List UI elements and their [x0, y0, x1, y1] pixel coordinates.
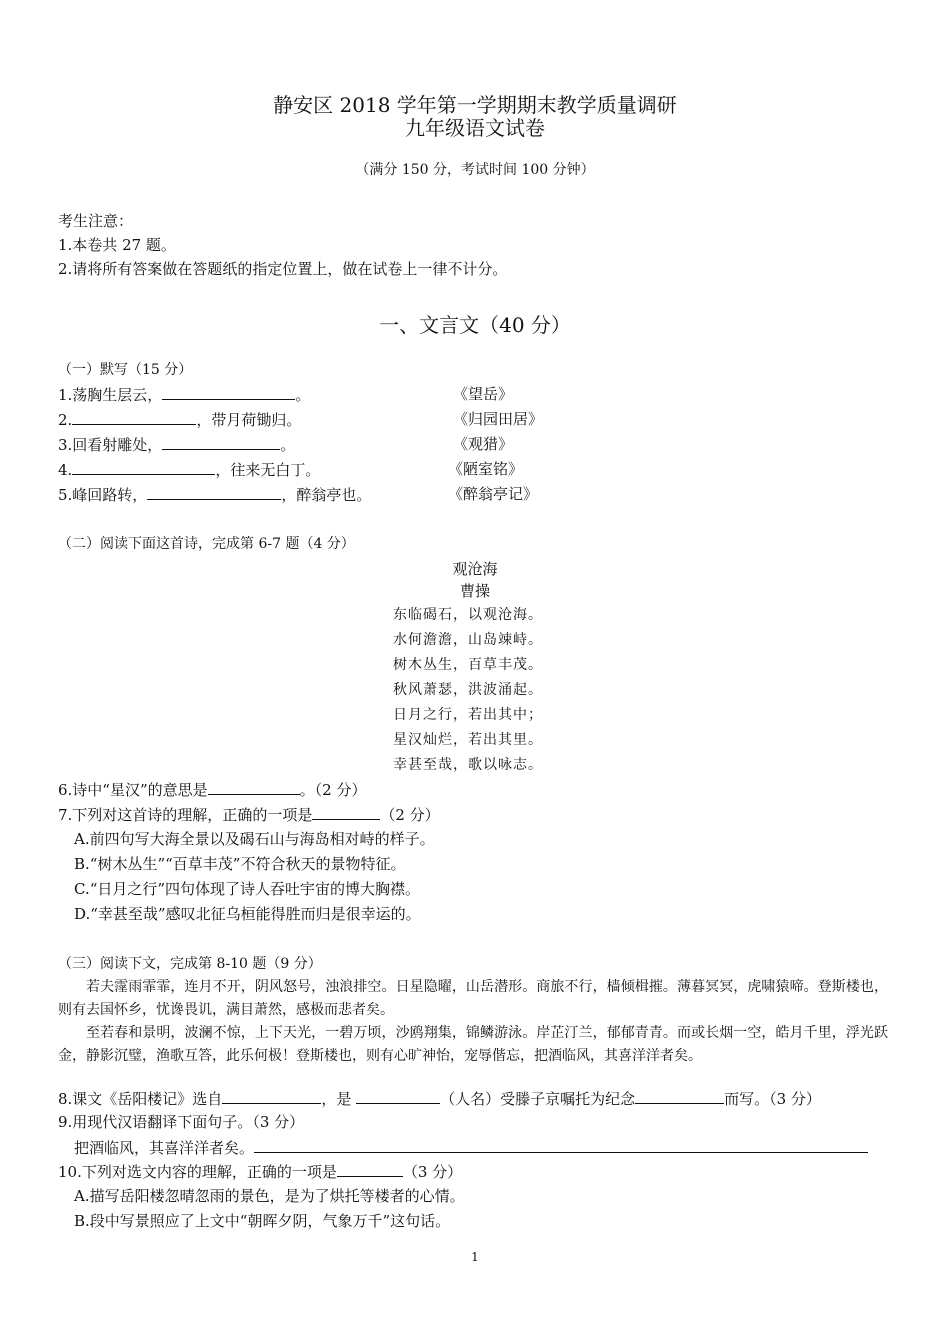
q1-pre: 1.荡胸生层云， — [58, 386, 163, 404]
q5-pre: 5.峰回路转， — [58, 486, 148, 504]
q3-blank[interactable] — [162, 433, 280, 450]
q2-blank[interactable] — [72, 408, 196, 425]
question-6 — [58, 778, 366, 801]
exam-subtitle: 九年级语文试卷 — [405, 116, 545, 140]
poem-line: 树木丛生，百草丰茂。 — [393, 657, 543, 673]
q4-blank[interactable] — [72, 458, 215, 475]
q4-post: ，往来无白丁。 — [215, 461, 321, 479]
question-7 — [58, 803, 440, 826]
q1-blank[interactable] — [162, 383, 295, 400]
q8-part-d: 而写。（3 分） — [724, 1090, 821, 1108]
question-8 — [58, 1087, 821, 1110]
q7-pre: 7.下列对这首诗的理解，正确的一项是 — [58, 806, 313, 824]
q9-blank[interactable] — [254, 1136, 868, 1153]
notice-item-1: 1.本卷共 27 题。 — [58, 236, 176, 254]
q2-post: ，带月荷锄归。 — [196, 411, 302, 429]
q8-blank-1[interactable] — [222, 1087, 321, 1104]
q8-part-a: 8.课文《岳阳楼记》选自 — [58, 1090, 223, 1108]
question-5 — [58, 483, 371, 506]
passage-paragraph-2: 至若春和景明，波澜不惊，上下天光，一碧万顷，沙鸥翔集，锦鳞游泳。岸芷汀兰，郁郁青青。而或长烟一空，皓月千里，浮光跃金，静影沉璧，渔歌互答，此乐何极！登斯楼也，则有心旷神怡，宠辱偕忘，把酒临风，其喜洋洋者矣。 — [58, 1025, 888, 1064]
q2-pre: 2. — [58, 411, 73, 429]
q7-blank[interactable] — [312, 803, 380, 820]
q1-source: 《望岳》 — [453, 385, 514, 403]
exam-note: （满分 150 分，考试时间 100 分钟） — [355, 162, 595, 178]
q3-post: 。 — [280, 436, 296, 454]
question-2 — [58, 408, 301, 431]
q6-pre: 6.诗中“星汉”的意思是 — [58, 781, 208, 799]
poem-line: 日月之行，若出其中； — [393, 707, 543, 723]
q4-pre: 4. — [58, 461, 73, 479]
q7-post: （2 分） — [380, 806, 440, 824]
q4-source: 《陋室铭》 — [448, 460, 524, 478]
poem-line: 幸甚至哉，歌以咏志。 — [393, 757, 543, 773]
question-10 — [58, 1160, 462, 1183]
q8-part-c: （人名）受滕子京嘱托为纪念 — [440, 1090, 636, 1108]
q9-answer-line — [74, 1136, 888, 1159]
poem-line: 秋风萧瑟，洪波涌起。 — [393, 682, 543, 698]
part2-heading: （二）阅读下面这首诗，完成第 6-7 题（4 分） — [58, 536, 355, 552]
q8-blank-2[interactable] — [356, 1087, 440, 1104]
q10-pre: 10.下列对选文内容的理解，正确的一项是 — [58, 1163, 337, 1181]
poem-title: 观沧海 — [452, 560, 498, 578]
q2-source: 《归园田居》 — [453, 410, 544, 428]
q6-post: 。（2 分） — [299, 781, 367, 799]
part1-heading: （一）默写（15 分） — [58, 362, 193, 378]
q7-option-b: B.“树木丛生”“百草丰茂”不符合秋天的景物特征。 — [74, 855, 406, 873]
poem-line: 水何澹澹，山岛竦峙。 — [393, 632, 543, 648]
question-1 — [58, 383, 310, 406]
q5-blank[interactable] — [147, 483, 281, 500]
q6-blank[interactable] — [208, 778, 300, 795]
q3-pre: 3.回看射雕处， — [58, 436, 163, 454]
poem-line: 东临碣石，以观沧海。 — [393, 607, 543, 623]
notice-heading: 考生注意： — [58, 212, 134, 230]
question-9: 9.用现代汉语翻译下面句子。（3 分） — [58, 1113, 305, 1131]
poem-line: 星汉灿烂，若出其里。 — [393, 732, 543, 748]
exam-title: 静安区 2018 学年第一学期期末教学质量调研 — [273, 93, 677, 117]
q5-source: 《醉翁亭记》 — [448, 485, 539, 503]
q10-option-a: A.描写岳阳楼忽晴忽雨的景色，是为了烘托等楼者的心情。 — [74, 1187, 465, 1205]
question-4 — [58, 458, 320, 481]
q8-part-b: ，是 — [321, 1090, 357, 1108]
q5-post: ，醉翁亭也。 — [281, 486, 372, 504]
q10-post: （3 分） — [402, 1163, 463, 1181]
q7-option-c: C.“日月之行”四句体现了诗人吞吐宇宙的博大胸襟。 — [74, 880, 421, 898]
question-3 — [58, 433, 295, 456]
notice-item-2: 2.请将所有答案做在答题纸的指定位置上，做在试卷上一律不计分。 — [58, 260, 508, 278]
page-number: 1 — [471, 1250, 479, 1264]
section-title: 一、文言文（40 分） — [379, 313, 571, 337]
passage-paragraph-1: 若夫霪雨霏霏，连月不开，阴风怒号，浊浪排空。日星隐曜，山岳潜形。商旅不行，樯倾楫摧。薄暮冥冥，虎啸猿啼。登斯楼也，则有去国怀乡，忧谗畏讥，满目萧然，感极而悲者矣。 — [58, 979, 888, 1018]
q1-post: 。 — [295, 386, 311, 404]
q10-option-b: B.段中写景照应了上文中“朝晖夕阴，气象万千”这句话。 — [74, 1212, 451, 1230]
q8-blank-3[interactable] — [635, 1087, 724, 1104]
q9-sentence: 把酒临风，其喜洋洋者矣。 — [74, 1139, 255, 1157]
poem-author: 曹操 — [459, 582, 490, 600]
q7-option-d: D.“幸甚至哉”感叹北征乌桓能得胜而归是很幸运的。 — [74, 905, 421, 923]
q3-source: 《观猎》 — [453, 435, 514, 453]
part3-heading: （三）阅读下文，完成第 8-10 题（9 分） — [58, 956, 322, 972]
q7-option-a: A.前四句写大海全景以及碣石山与海岛相对峙的样子。 — [74, 830, 435, 848]
q10-blank[interactable] — [337, 1160, 403, 1177]
